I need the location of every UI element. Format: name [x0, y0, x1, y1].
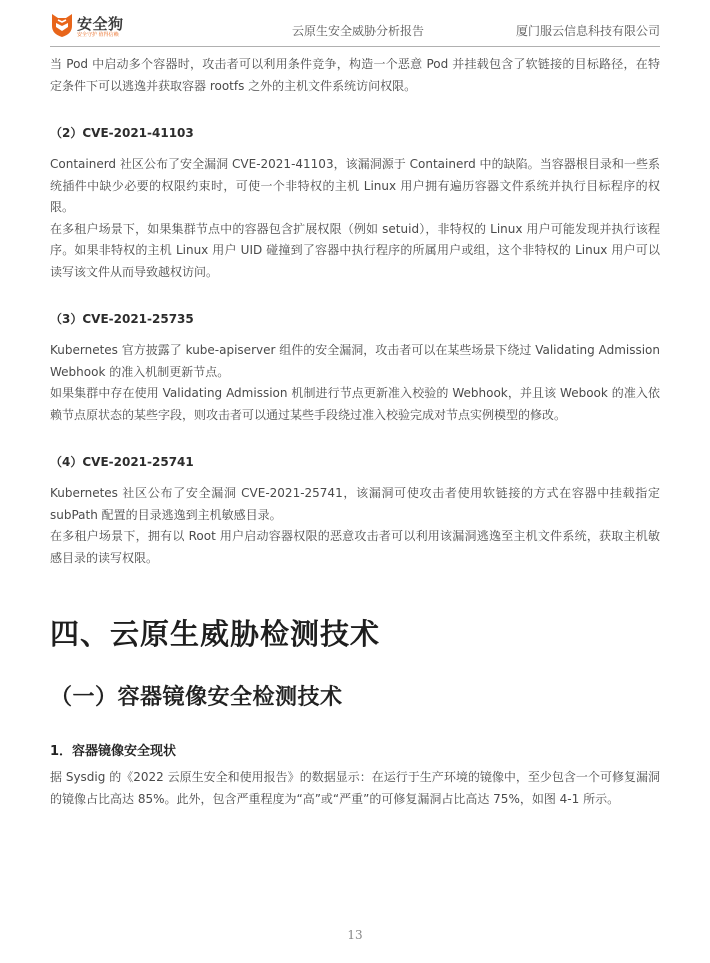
company-name: 厦门服云信息科技有限公司 — [515, 24, 660, 38]
subchapter-title: （一）容器镜像安全检测技术 — [50, 685, 343, 710]
paragraph: Kubernetes 社区公布了安全漏洞 CVE-2021-25741，该漏洞可使攻击者使用软链接的方式在容器中挂载指定 subPath 配置的目录逃逸到主机敏感目录。 — [50, 486, 660, 522]
paragraph: Kubernetes 官方披露了 kube-apiserver 组件的安全漏洞，攻击者可以在某些场景下绕过 Validating Admission Webhook 的准入机制更新节点。 — [50, 343, 660, 379]
chapter-title: 四、云原生威胁检测技术 — [50, 617, 381, 651]
section-heading-cve-2021-41103: （2）CVE-2021-41103 — [50, 126, 194, 140]
page-number: 13 — [347, 928, 363, 942]
dog-shield-logo-icon — [50, 12, 74, 38]
logo-slogan: 安全守护 值得信赖 — [77, 32, 119, 38]
paragraph: 如果集群中存在使用 Validating Admission 机制进行节点更新准入校验的 Webhook，并且该 Webook 的准入依赖节点原状态的某些字段，则攻击者可以通过某些手段绕过准入校验完成对节点实例模型的修改。 — [50, 386, 660, 422]
page-header — [0, 0, 710, 48]
body-content — [50, 54, 660, 569]
final-paragraph: 据 Sysdig 的《2022 云原生安全和使用报告》的数据显示：在运行于生产环境的镜像中，至少包含一个可修复漏洞的镜像占比高达 85%。此外，包含严重程度为“高”或“严重”的可修复漏洞占比高达 75%，如图 4-1 所示。 — [50, 770, 660, 806]
intro-paragraph: 当 Pod 中启动多个容器时，攻击者可以利用条件竞争，构造一个恶意 Pod 并挂载包含了软链接的目标路径，在特定条件下可以逃逸并获取容器 rootfs 之外的主机文件系统访问权限。 — [50, 57, 660, 93]
report-title: 云原生安全威胁分析报告 — [292, 24, 425, 38]
section-heading-cve-2021-25741: （4）CVE-2021-25741 — [50, 455, 194, 469]
paragraph: Containerd 社区公布了安全漏洞 CVE-2021-41103，该漏洞源于 Containerd 中的缺陷。当容器根目录和一些系统插件中缺少必要的权限约束时，可使一个非特权的主机 Linux 用户拥有遍历容器文件系统并执行目标程序的权限。 — [50, 157, 660, 214]
logo-name: 安全狗 — [77, 15, 124, 33]
header-divider — [50, 46, 660, 47]
paragraph: 在多租户场景下，拥有以 Root 用户启动容器权限的恶意攻击者可以利用该漏洞逃逸至主机文件系统，获取主机敏感目录的读写权限。 — [50, 529, 660, 565]
subsection-title: 1．容器镜像安全现状 — [50, 744, 177, 759]
brand-logo — [50, 12, 136, 40]
paragraph: 在多租户场景下，如果集群节点中的容器包含扩展权限（例如 setuid），非特权的 Linux 用户可能发现并执行该程序。如果非特权的主机 Linux 用户 UID 碰撞到了容器中执行程序的所属用户或组，这个非特权的 Linux 用户可以读写该文件从而导致越权访问。 — [50, 221, 660, 279]
section-heading-cve-2021-25735: （3）CVE-2021-25735 — [50, 312, 194, 326]
